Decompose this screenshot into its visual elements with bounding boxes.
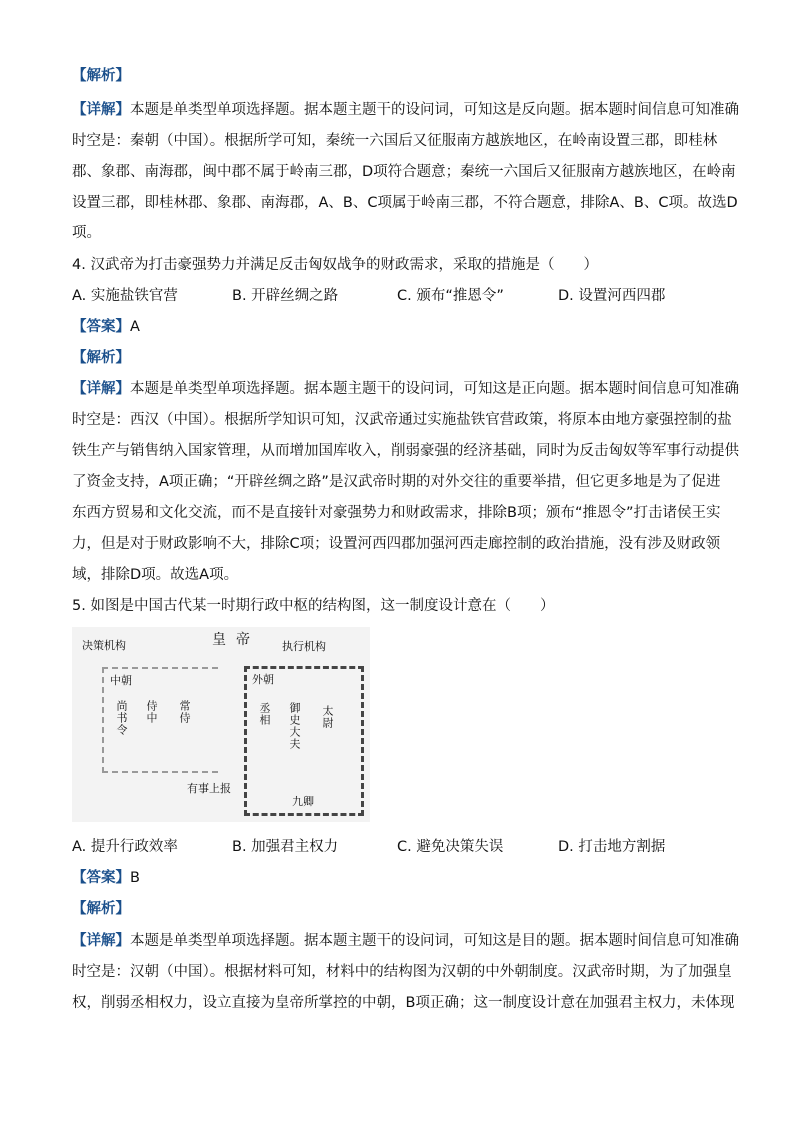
q4-options — [72, 286, 732, 306]
q5-option-d: D. 打击地方割据 — [558, 839, 666, 855]
diagram-execution-label: 执行机构 — [282, 640, 326, 653]
diagram-emperor-label: 皇帝 — [212, 632, 260, 648]
q4-detail-line-5: 东西方贸易和文化交流，而不是直接针对豪强势力和财政需求，排除B项；颁布“推恩令”打击诸侯王实 — [72, 505, 721, 521]
q5-stem: 5. 如图是中国古代某一时期行政中枢的结构图，这一制度设计意在（ ） — [72, 598, 555, 614]
q5-detail-line-2: 时空是：汉朝（中国）。根据材料可知，材料中的结构图为汉朝的中外朝制度。汉武帝时期，为了加强皇 — [72, 964, 732, 980]
q5-option-a: A. 提升行政效率 — [72, 839, 178, 855]
q4-option-b: B. 开辟丝绸之路 — [232, 288, 339, 304]
diagram-inner-post-1: 尚书令 — [115, 700, 128, 736]
q5-answer-value: B — [130, 870, 140, 886]
diagram-nine-ministers-label: 九卿 — [292, 795, 314, 808]
diagram-inner-post-3: 常侍 — [178, 700, 191, 724]
q4-answer-value: A — [130, 319, 140, 335]
diagram-inner-court-label: 中朝 — [110, 674, 132, 687]
q5-option-c: C. 避免决策失误 — [397, 839, 504, 855]
q5-analysis-label: 【解析】 — [72, 901, 130, 917]
q3-detail-line-4: 设置三郡，即桂林郡、象郡、南海郡，A、B、C项属于岭南三郡，不符合题意，排除A、B、C项。故选D — [72, 195, 738, 211]
diagram-outer-post-3: 太尉 — [321, 705, 334, 729]
q5-structure-diagram — [72, 627, 370, 822]
q4-option-d: D. 设置河西四郡 — [558, 288, 666, 304]
q4-detail-line-7: 域，排除D项。故选A项。 — [72, 567, 239, 583]
q5-detail-line-3: 权，削弱丞相权力，设立直接为皇帝所掌控的中朝，B项正确；这一制度设计意在加强君主权力，未体现 — [72, 995, 735, 1011]
q3-detail-label: 【详解】 — [72, 102, 130, 118]
diagram-outer-court-box — [244, 666, 364, 816]
q4-stem: 4. 汉武帝为打击豪强势力并满足反击匈奴战争的财政需求，采取的措施是（ ） — [72, 257, 598, 273]
q3-detail-line-5: 项。 — [72, 225, 101, 241]
q5-option-b: B. 加强君主权力 — [232, 839, 339, 855]
q5-answer: 【答案】B — [72, 870, 140, 886]
diagram-report-label: 有事上报 — [187, 782, 231, 795]
q3-detail-line-2: 时空是：秦朝（中国）。根据所学可知，秦统一六国后又征服南方越族地区，在岭南设置三郡，即桂林 — [72, 133, 718, 149]
diagram-outer-post-1: 丞相 — [258, 702, 271, 726]
q4-detail-line-2: 时空是：西汉（中国）。根据所学知识可知，汉武帝通过实施盐铁官营政策，将原本由地方豪强控制的盐 — [72, 412, 732, 428]
q4-detail-line-4: 了资金支持，A项正确；“开辟丝绸之路”是汉武帝时期的对外交往的重要举措，但它更多地是为了促进 — [72, 474, 721, 490]
diagram-decision-label: 决策机构 — [82, 639, 126, 652]
q4-detail-line-1: 【详解】本题是单类型单项选择题。据本题主题干的设问词，可知这是正向题。据本题时间信息可知准确 — [72, 381, 739, 397]
q3-detail-line-1: 【详解】本题是单类型单项选择题。据本题主题干的设问词，可知这是反向题。据本题时间信息可知准确 — [72, 102, 739, 118]
q4-option-a: A. 实施盐铁官营 — [72, 288, 178, 304]
q4-option-c: C. 颁布“推恩令” — [397, 288, 504, 304]
diagram-outer-court-label: 外朝 — [252, 673, 274, 686]
q5-detail-line-1: 【详解】本题是单类型单项选择题。据本题主题干的设问词，可知这是目的题。据本题时间信息可知准确 — [72, 933, 739, 949]
q4-detail-line-3: 铁生产与销售纳入国家管理，从而增加国库收入，削弱豪强的经济基础，同时为反击匈奴等军事行动提供 — [72, 443, 739, 459]
q3-analysis-label: 【解析】 — [72, 68, 130, 84]
q5-detail-label: 【详解】 — [72, 933, 130, 949]
diagram-inner-post-2: 侍中 — [145, 700, 158, 724]
q4-analysis-label: 【解析】 — [72, 350, 130, 366]
q4-detail-line-6: 力，但是对于财政影响不大，排除C项；设置河西四郡加强河西走廊控制的政治措施，没有涉及财政领 — [72, 536, 721, 552]
diagram-outer-post-2: 御史大夫 — [288, 702, 301, 750]
q4-detail-label: 【详解】 — [72, 381, 130, 397]
q5-options — [72, 837, 732, 857]
q4-answer: 【答案】A — [72, 319, 140, 335]
q3-detail-line-3: 郡、象郡、南海郡，闽中郡不属于岭南三郡，D项符合题意；秦统一六国后又征服南方越族地区，在岭南 — [72, 164, 736, 180]
